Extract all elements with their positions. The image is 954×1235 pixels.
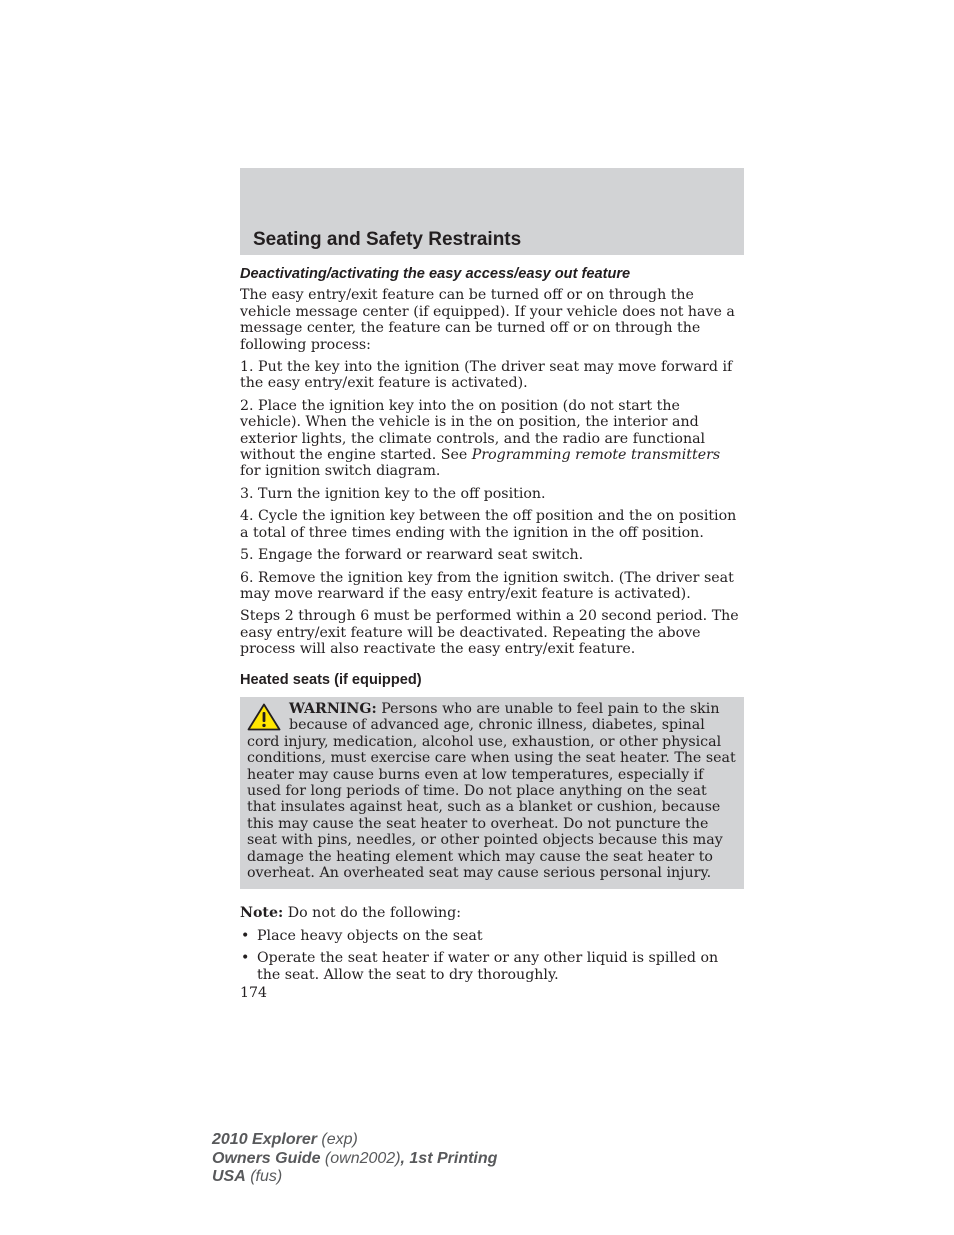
step-4: 4. Cycle the ignition key between the off position and the on position a total of three times ending with the ignition in the off position. bbox=[240, 508, 737, 541]
step-2-text: 2. Place the ignition key into the on position (do not start the vehicle). When the vehicle is in the on position, the interior and exterior lights, the climate controls, and the radio are functional without the engine started. See bbox=[240, 397, 706, 464]
list-item bbox=[240, 928, 744, 944]
list-item-text: Operate the seat heater if water or any other liquid is spilled on the seat. Allow the seat to dry thoroughly. bbox=[257, 950, 719, 983]
footer-model: 2010 Explorer bbox=[212, 1131, 317, 1148]
step-6: 6. Remove the ignition key from the ignition switch. (The driver seat may move rearward if the easy entry/exit feature is activated). bbox=[240, 569, 734, 602]
footer-guide: Owners Guide bbox=[212, 1149, 321, 1167]
footer-market: USA bbox=[212, 1168, 246, 1185]
step-2 bbox=[240, 398, 744, 480]
footer-line-2 bbox=[212, 1150, 497, 1169]
warning-triangle-icon bbox=[247, 703, 281, 731]
note-paragraph bbox=[240, 905, 744, 921]
bullet-icon: • bbox=[241, 927, 250, 944]
footer-market-code: (fus) bbox=[245, 1168, 283, 1185]
footer-model-code: (exp) bbox=[316, 1131, 358, 1148]
footer bbox=[212, 1131, 497, 1187]
footer-line-1 bbox=[212, 1131, 497, 1150]
section-header-band bbox=[240, 168, 744, 255]
bullet-list bbox=[240, 928, 744, 983]
step-3: 3. Turn the ignition key to the off position. bbox=[240, 485, 546, 502]
note-text: Do not do the following: bbox=[283, 905, 462, 922]
heading-easy-access: Deactivating/activating the easy access/easy out feature bbox=[240, 266, 631, 282]
intro-paragraph: The easy entry/exit feature can be turned off or on through the vehicle message center (if equipped). If your vehicle does not have a message center, the feature can be turned off or on through the following process: bbox=[240, 287, 735, 353]
note-label: Note: bbox=[240, 905, 284, 922]
footer-line-3 bbox=[212, 1168, 497, 1187]
step-5: 5. Engage the forward or rearward seat switch. bbox=[240, 547, 584, 564]
section-title: Seating and Safety Restraints bbox=[253, 229, 522, 250]
warning-label: WARNING: bbox=[289, 700, 377, 717]
footer-guide-code: (own2002) bbox=[320, 1149, 401, 1167]
bullet-icon: • bbox=[241, 950, 250, 967]
list-item-text: Place heavy objects on the seat bbox=[257, 927, 483, 944]
warning-box bbox=[240, 697, 744, 889]
list-item bbox=[240, 950, 744, 983]
warning-text: Persons who are unable to feel pain to the skin because of advanced age, chronic illness, diabetes, spinal cord injury, medication, alcohol use, exhaustion, or other physical conditions, must exercise care when using the seat heater. The seat heater may cause burns even at low temperatures, especially if used for long periods of time. Do not place anything on the seat that insulates against heat, such as a blanket or cushion, because this may cause the seat heater to overheat. Do not puncture the seat with pins, needles, or other pointed objects because this may damage the heating element which may cause the seat heater to overheat. An overheated seat may cause serious personal injury. bbox=[247, 700, 736, 881]
footer-printing: , 1st Printing bbox=[400, 1149, 498, 1167]
summary-paragraph: Steps 2 through 6 must be performed within a 20 second period. The easy entry/exit feature will be deactivated. Repeating the above process will also reactivate the easy entry/exit feature. bbox=[240, 608, 739, 658]
page-content bbox=[240, 266, 744, 1001]
step-1: 1. Put the key into the ignition (The driver seat may move forward if the easy entry/exit feature is activated). bbox=[240, 359, 733, 392]
step-2-tail: for ignition switch diagram. bbox=[240, 463, 441, 480]
page-number: 174 bbox=[240, 985, 268, 1002]
cross-reference-link: Programming remote transmitters bbox=[471, 447, 721, 464]
heading-heated-seats: Heated seats (if equipped) bbox=[240, 671, 422, 688]
